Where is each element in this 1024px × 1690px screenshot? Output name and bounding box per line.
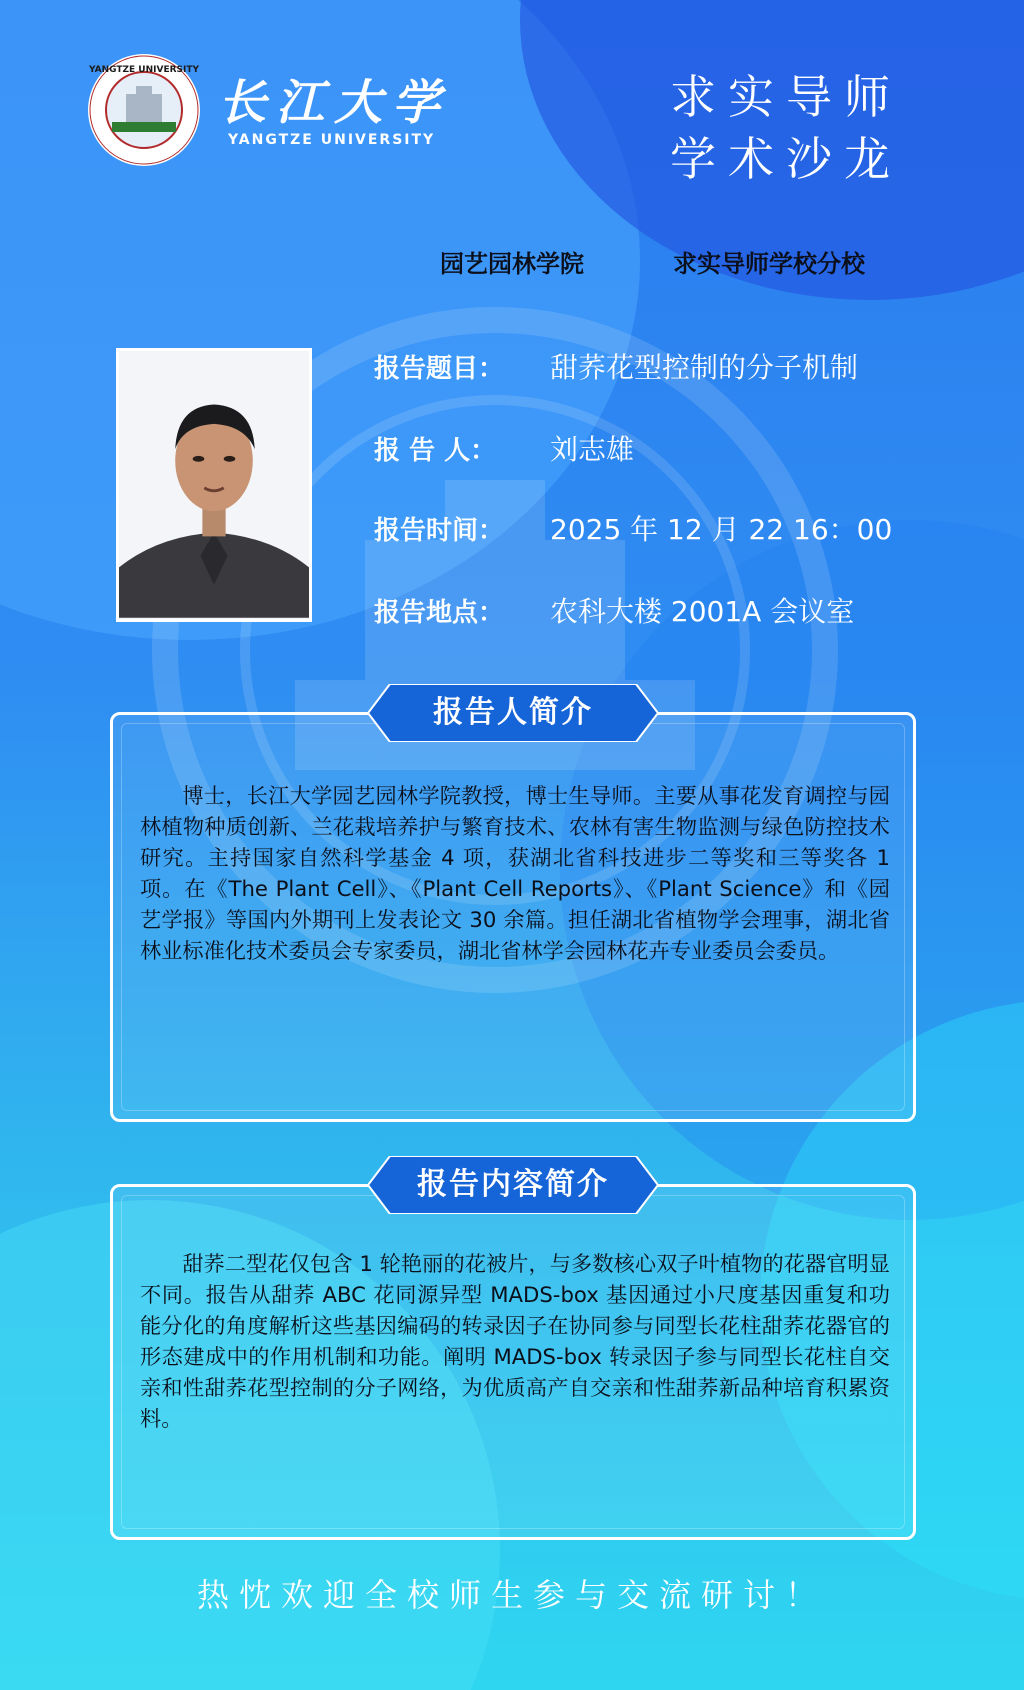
place-row [374,590,854,630]
place-label: 报告地点： [374,598,505,628]
speaker-name: 刘志雄 [550,433,635,466]
slogan-line-2: 学术沙龙 [670,132,902,186]
university-logo-seal [86,52,202,168]
content-intro-text: 甜荞二型花仅包含 1 轮艳丽的花被片，与多数核心双子叶植物的花器官明显不同。报告从甜荞 ABC 花同源异型 MADS-box 基因通过小尺度基因重复和功能分化的角度解析这些基因编码的转录因子在协同参与同型长花柱甜荞花器官的形态建成中的作用机制和功能。阐明 MADS-box 转录因子参与同型长花柱自交亲和性甜荞花型控制的分子网络，为优质高产自交亲和性甜荞新品种培育积累资料。 [140,1251,890,1431]
talk-place: 农科大楼 2001A 会议室 [550,595,855,628]
university-name-cn: 长江大学 [218,75,451,131]
talk-time: 2025 年 12 月 22 16：00 [550,513,893,546]
content-intro-heading: 报告内容简介 [417,1167,609,1202]
content-intro-heading-tag [368,1156,658,1214]
university-name-en: YANGTZE UNIVERSITY [228,132,436,148]
speaker-intro-heading: 报告人简介 [433,695,593,730]
speaker-intro-heading-tag [368,684,658,742]
speaker-label: 报 告 人： [374,436,497,466]
speaker-portrait-image [119,351,309,619]
welcome-footer: 热忱欢迎全校师生参与交流研讨！ [196,1576,827,1614]
slogan-line-1: 求实导师 [670,70,902,124]
speaker-photo [116,348,312,622]
organizer-college: 园艺园林学院 [440,250,584,278]
salon-slogan [670,66,902,190]
talk-title-label: 报告题目： [374,354,505,384]
speaker-row [374,428,634,468]
speaker-intro-text: 博士，长江大学园艺园林学院教授，博士生导师。主要从事花发育调控与园林植物种质创新、兰花栽培养护与繁育技术、农林有害生物监测与绿色防控技术研究。主持国家自然科学基金 4 项，获湖北省科技进步二等奖和三等奖各 1 项。在《The Plant Cell》、《Plant Cell Reports》、《Plant Science》和《园艺学报》等国内外期刊上发表论文 30 余篇。担任湖北省植物学会理事，湖北省林业标准化技术委员会专家委员，湖北省林学会园林花卉专业委员会委员。 [140,783,890,963]
organizer-branch: 求实导师学校分校 [673,250,865,278]
seal-text: YANGTZE UNIVERSITY [88,65,200,75]
time-label: 报告时间： [374,516,505,546]
time-row [374,508,892,548]
talk-title: 甜荞花型控制的分子机制 [550,351,859,384]
talk-title-row [374,346,858,386]
